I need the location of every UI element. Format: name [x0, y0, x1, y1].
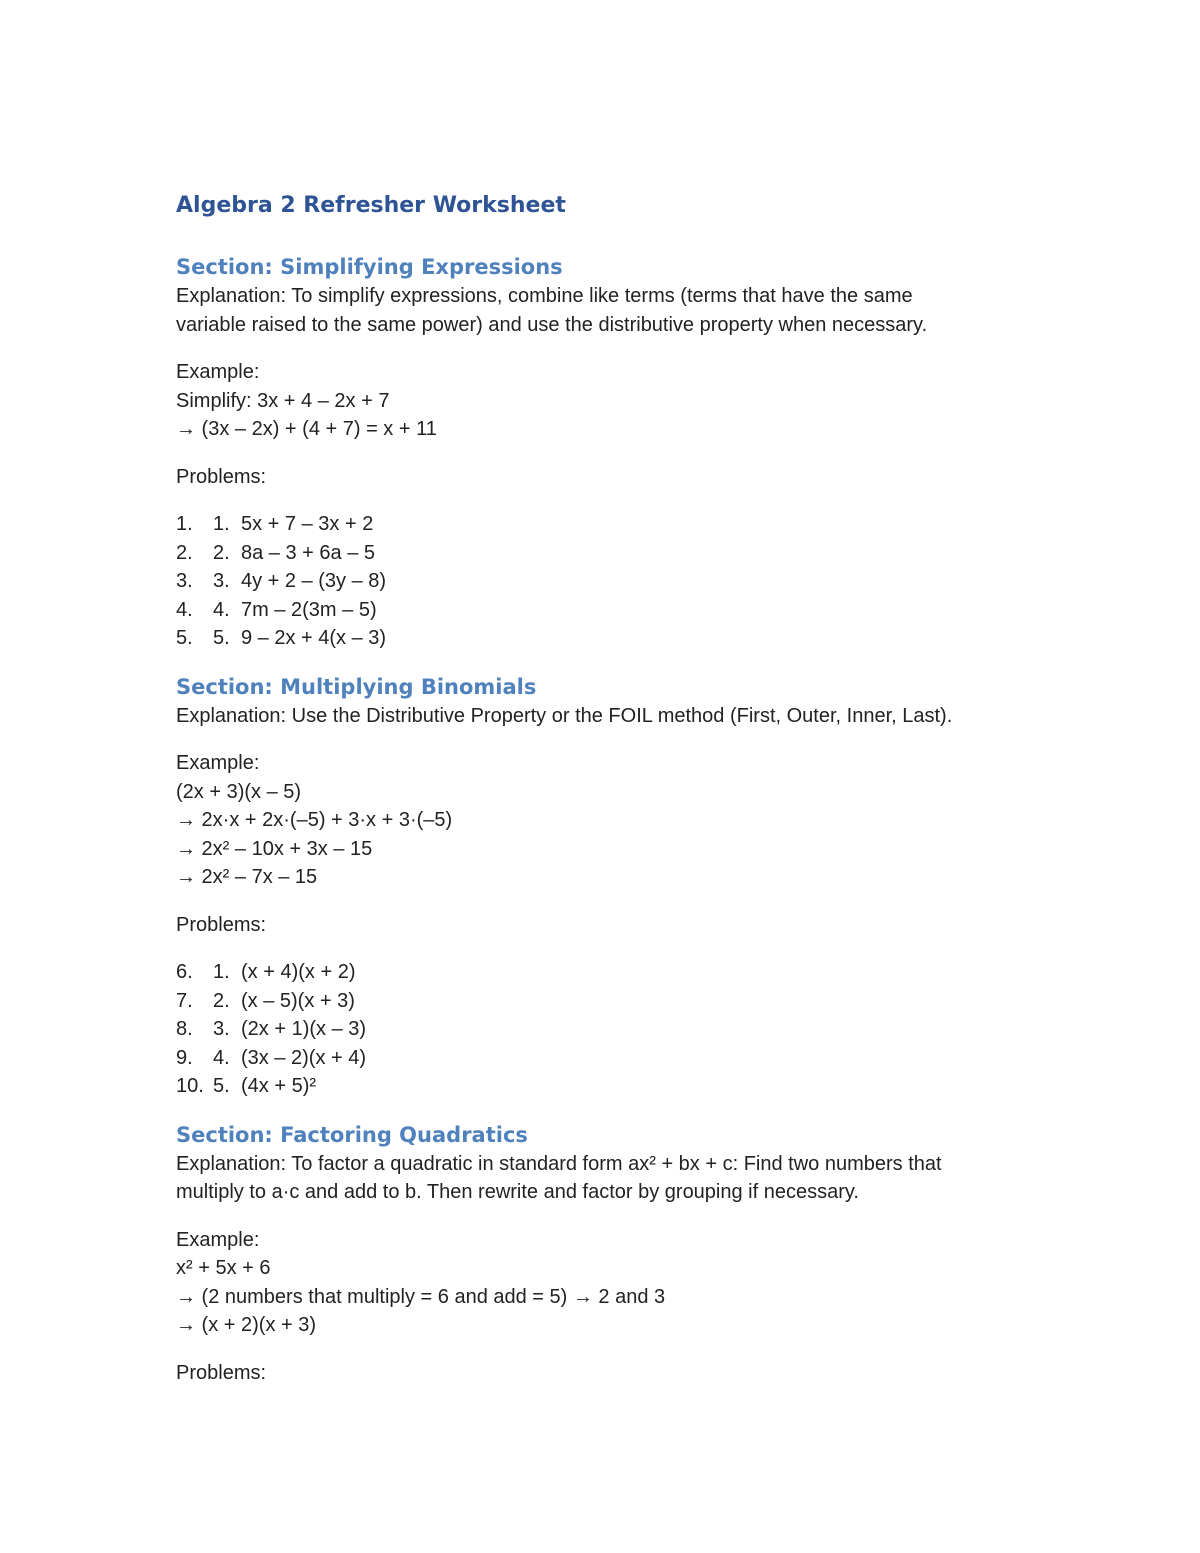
problem-inner-number: 5.: [213, 627, 230, 649]
problem-list: [176, 958, 1056, 1101]
problem-outer-number: 9.: [176, 1046, 193, 1069]
example-line: → 2x·x + 2x·(–5) + 3·x + 3·(–5): [176, 809, 453, 831]
problem-expression: 5x + 7 – 3x + 2: [241, 513, 374, 535]
example-line: → 2x² – 7x – 15: [176, 866, 318, 888]
example-block: [176, 358, 1056, 444]
problem-inner-number: 1.: [213, 513, 230, 535]
example-label: Example:: [176, 752, 260, 774]
problem-item: [176, 987, 1056, 1016]
explanation-block: [176, 282, 1056, 339]
problem-item: [176, 596, 1056, 625]
spacer: [176, 730, 1056, 749]
section-2: [176, 672, 1056, 1120]
example-line: → 2x² – 10x + 3x – 15: [176, 837, 373, 860]
problem-inner-number: 1.: [213, 961, 230, 983]
spacer: [176, 653, 1056, 672]
example-line: → (x + 2)(x + 3): [176, 1314, 317, 1336]
problem-outer-number: 2.: [176, 541, 193, 564]
example-line: (2x + 3)(x – 5): [176, 780, 302, 803]
problem-inner-number: 4.: [213, 1046, 230, 1069]
problem-expression: (4x + 5)²: [241, 1075, 317, 1097]
problem-outer-number: 1.: [176, 513, 193, 535]
problem-expression: (x + 4)(x + 2): [241, 961, 356, 983]
section-heading: Section: Multiplying Binomials: [176, 674, 537, 699]
problem-expression: 9 – 2x + 4(x – 3): [241, 627, 387, 649]
problems-label: Problems:: [176, 465, 267, 488]
section-3: [176, 1120, 1056, 1388]
spacer: [176, 491, 1056, 510]
problem-item: [176, 539, 1056, 568]
spacer: [176, 444, 1056, 463]
problem-expression: 4y + 2 – (3y – 8): [241, 570, 387, 592]
page-title: Algebra 2 Refresher Worksheet: [176, 193, 566, 218]
spacer: [176, 1207, 1056, 1226]
problem-expression: 8a – 3 + 6a – 5: [241, 541, 376, 564]
example-label: Example:: [176, 361, 260, 383]
problem-outer-number: 5.: [176, 627, 193, 649]
explanation-block: [176, 1150, 1056, 1207]
problem-outer-number: 3.: [176, 570, 193, 592]
explanation-line: Explanation: To simplify expressions, combine like terms (terms that have the same: [176, 285, 913, 307]
example-line: Simplify: 3x + 4 – 2x + 7: [176, 389, 390, 412]
section-1: [176, 252, 1056, 672]
problem-expression: (2x + 1)(x – 3): [241, 1018, 367, 1040]
worksheet-page: [176, 190, 1056, 1387]
problem-item: [176, 1072, 1056, 1101]
example-line: x² + 5x + 6: [176, 1257, 271, 1279]
problem-inner-number: 2.: [213, 541, 230, 564]
problem-item: [176, 624, 1056, 653]
problem-outer-number: 8.: [176, 1018, 193, 1040]
example-line: → (2 numbers that multiply = 6 and add = 5) → 2 and 3: [176, 1285, 666, 1308]
problem-outer-number: 10.: [176, 1075, 204, 1097]
problem-item: [176, 1044, 1056, 1073]
explanation-line: variable raised to the same power) and use the distributive property when necessary.: [176, 313, 928, 336]
problem-item: [176, 958, 1056, 987]
spacer: [176, 892, 1056, 911]
explanation-block: [176, 702, 1056, 731]
spacer: [176, 1101, 1056, 1120]
problem-expression: 7m – 2(3m – 5): [241, 598, 377, 621]
section-heading: Section: Simplifying Expressions: [176, 255, 563, 279]
problem-item: [176, 567, 1056, 596]
problem-inner-number: 3.: [213, 1018, 230, 1040]
problem-outer-number: 4.: [176, 598, 193, 621]
problem-outer-number: 6.: [176, 961, 193, 983]
problem-inner-number: 3.: [213, 570, 230, 592]
example-line: → (3x – 2x) + (4 + 7) = x + 11: [176, 418, 437, 440]
section-heading: Section: Factoring Quadratics: [176, 1122, 528, 1147]
problem-inner-number: 5.: [213, 1075, 230, 1097]
problem-list: [176, 510, 1056, 653]
problem-item: [176, 510, 1056, 539]
example-label: Example:: [176, 1228, 260, 1251]
problems-label: Problems:: [176, 1361, 267, 1384]
problem-item: [176, 1015, 1056, 1044]
spacer: [176, 939, 1056, 958]
sections-container: [176, 252, 1056, 1387]
spacer: [176, 339, 1056, 358]
problems-label: Problems:: [176, 913, 267, 936]
spacer: [176, 1340, 1056, 1359]
explanation-line: Explanation: Use the Distributive Property or the FOIL method (First, Outer, Inner, Last).: [176, 704, 953, 727]
example-block: [176, 1226, 1056, 1340]
problem-expression: (3x – 2)(x + 4): [241, 1046, 367, 1069]
problem-outer-number: 7.: [176, 989, 193, 1012]
explanation-line: multiply to a·c and add to b. Then rewrite and factor by grouping if necessary.: [176, 1181, 859, 1203]
explanation-line: Explanation: To factor a quadratic in standard form ax² + bx + c: Find two numbers that: [176, 1152, 942, 1175]
problem-inner-number: 4.: [213, 598, 230, 621]
problem-expression: (x – 5)(x + 3): [241, 989, 355, 1012]
problem-inner-number: 2.: [213, 989, 230, 1012]
example-block: [176, 749, 1056, 892]
